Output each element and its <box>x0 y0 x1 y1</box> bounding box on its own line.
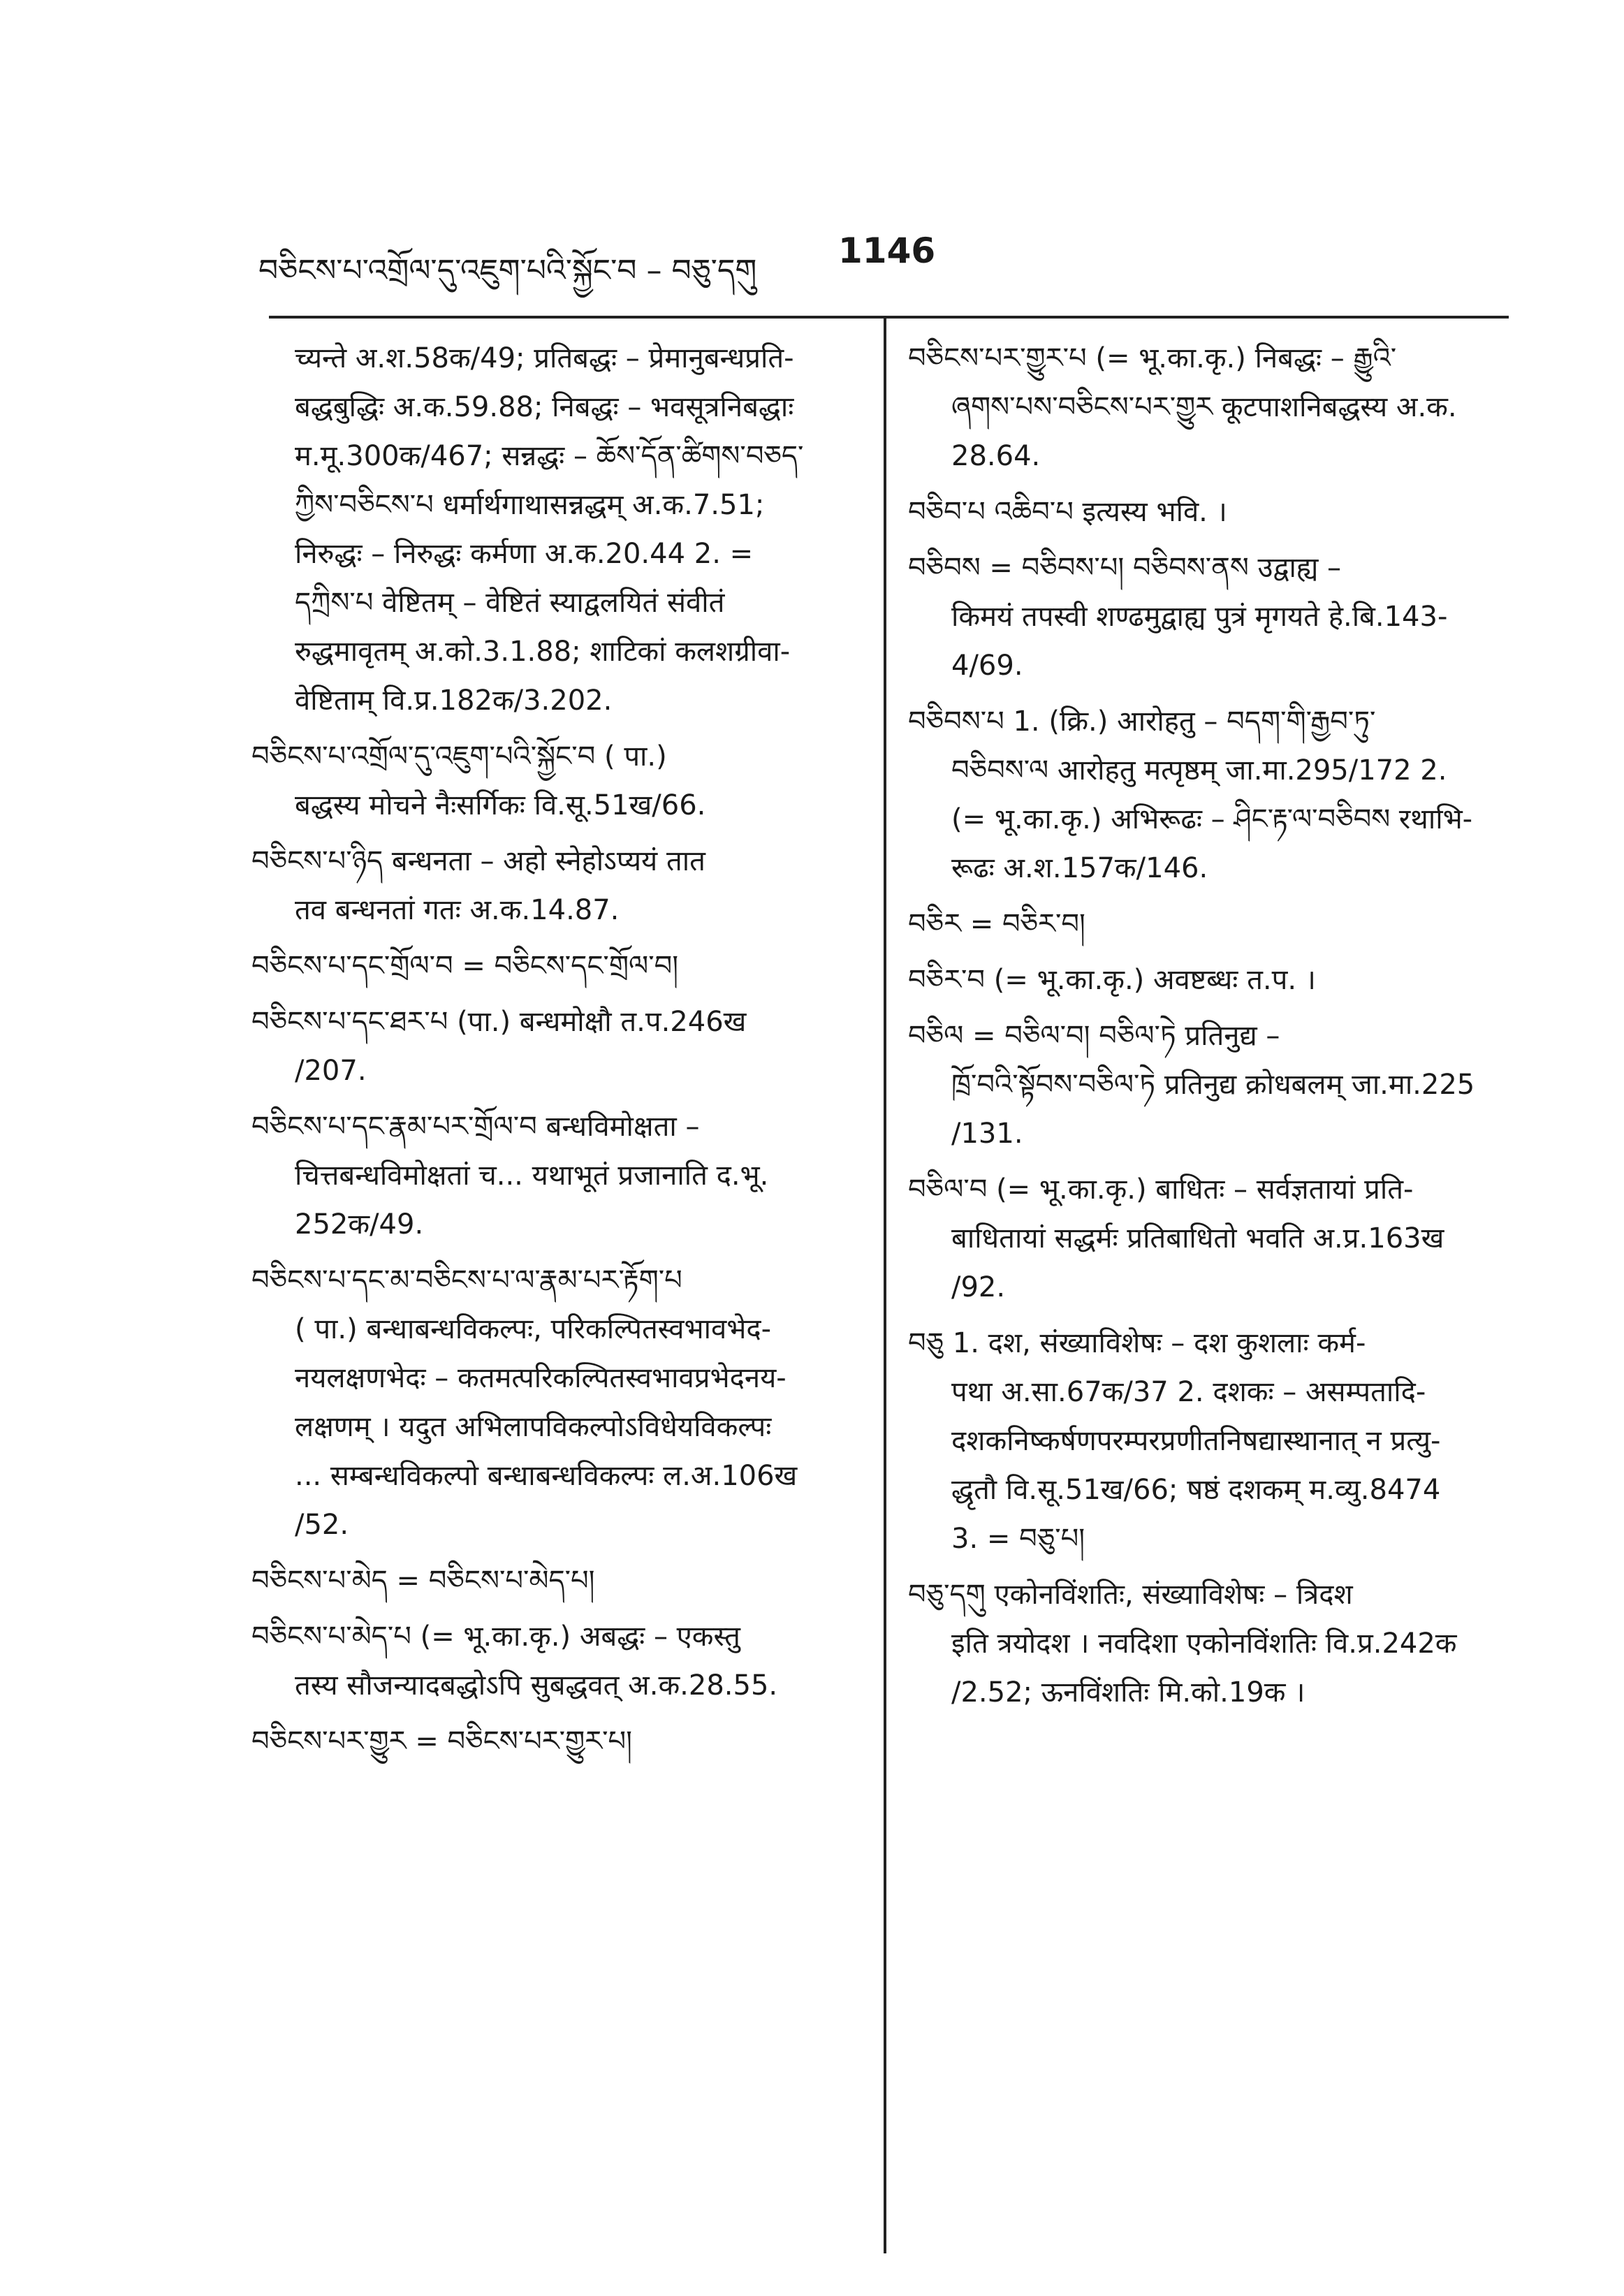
dictionary-entry <box>908 900 1509 949</box>
entry-line: नयलक्षणभेदः – कतमत्परिकल्पितस्वभावप्रभेदनय- <box>295 1362 787 1394</box>
entry-headline: བཅུ་དགུ एकोनविंशतिः, संख्याविशेषः – त्रिदश <box>908 1579 1353 1611</box>
entry-headline: བཅུ 1. दश, संख्याविशेषः – दश कुशलाः कर्म- <box>908 1327 1366 1359</box>
entry-line: ... सम्बन्धविकल्पो बन्धाबन्धविकल्पः ल.अ.106ख <box>295 1460 798 1492</box>
entry-line: དཀྲིས་པ वेष्टितम् – वेष्टितं स्याद्वलयितं संवीतं <box>295 587 725 619</box>
dictionary-entry <box>908 1165 1509 1312</box>
entry-line: म.मू.300क/467; सन्नद्धः – ཆོས་དོན་ཚིགས་བཅད་ <box>295 440 804 472</box>
entry-line: /207. <box>295 1055 367 1087</box>
entry-headline: བཅིངས་པར་གྱུར = བཅིངས་པར་གྱུར་པ། <box>251 1725 633 1757</box>
column-divider <box>884 319 886 2253</box>
entry-line: बद्धस्य मोचने नैःसर्गिकः वि.सू.51ख/66. <box>295 789 706 821</box>
dictionary-entry <box>251 1612 859 1710</box>
entry-line: /2.52; ऊनविंशतिः मि.को.19क । <box>951 1676 1305 1709</box>
dictionary-entry <box>251 942 859 990</box>
entry-headline: བཅིལ་བ (= भू.का.कृ.) बाधितः – सर्वज्ञतायां प्रति- <box>908 1173 1414 1206</box>
entry-line: བཅིབས་ལ आरोहतु मत्पृष्ठम् जा.मा.295/172 2. <box>951 754 1447 787</box>
dictionary-entry <box>908 334 1509 481</box>
entry-headline: བཅིངས་པ་དང་གྲོལ་བ = བཅིངས་དང་གྲོལ་བ། <box>251 950 679 982</box>
dictionary-entry <box>251 1717 859 1766</box>
right-column <box>908 334 1509 1724</box>
entry-line: पथा अ.सा.67क/37 2. दशकः – असम्पतादि- <box>951 1376 1426 1408</box>
dictionary-entry <box>251 1556 859 1605</box>
entry-line: ཀྱིས་བཅིངས་པ धर्मार्थगाथासन्नद्धम् अ.क.7.51; <box>295 489 765 521</box>
dictionary-entry <box>251 1256 859 1549</box>
entry-line: बद्धबुद्धिः अ.क.59.88; निबद्धः – भवसूत्रनिबद्धाः <box>295 391 794 423</box>
dictionary-entry <box>251 1102 859 1249</box>
entry-headline: བཅིངས་པ་དང་རྣམ་པར་གྲོལ་བ बन्धविमोक्षता – <box>251 1111 700 1143</box>
entry-line: तव बन्धनतां गतः अ.क.14.87. <box>295 894 620 926</box>
entry-line: 28.64. <box>951 440 1041 472</box>
entry-headline: བཅིངས་པ་དང་ཐར་པ (पा.) बन्धमोक्षौ त.प.246ख <box>251 1006 747 1038</box>
dictionary-entry <box>908 488 1509 536</box>
dictionary-entry <box>908 697 1509 893</box>
entry-line: वेष्टिताम् वि.प्र.182क/3.202. <box>295 685 613 717</box>
entry-headline: བཅིངས་པ་མེད = བཅིངས་པ་མེད་པ། <box>251 1565 595 1597</box>
entry-line: निरुद्धः – निरुद्धः कर्मणा अ.क.20.44 2. = <box>295 538 754 570</box>
entry-headline: च्यन्ते अ.श.58क/49; प्रतिबद्धः – प्रेमानुबन्धप्रति- <box>295 342 794 374</box>
entry-headline: བཅིབས་པ 1. (क्रि.) आरोहतु – བདག་གི་རྒྱབ་ཏུ་ <box>908 705 1376 738</box>
entry-headline: བཅིབ་པ འཆིབ་པ इत्यस्य भवि. । <box>908 496 1227 528</box>
dictionary-entry <box>251 837 859 935</box>
entry-headline: བཅིངས་པ་དང་མ་བཅིངས་པ་ལ་རྣམ་པར་རྟོག་པ <box>251 1264 682 1296</box>
entry-line: ཁྲོ་བའི་སྟོབས་བཅིལ་ཏེ प्रतिनुद्य क्रोधबलम् जा.मा.225 <box>951 1069 1475 1101</box>
entry-line: 4/69. <box>951 650 1023 682</box>
entry-headline: བཅིངས་པ་ཉིད बन्धनता – अहो स्नेहोऽप्ययं तात <box>251 845 705 877</box>
entry-line: किमयं तपस्वी शण्ढमुद्वाह्य पुत्रं मृगयते हे.बि.143- <box>951 601 1448 633</box>
dictionary-entry <box>908 1011 1509 1158</box>
entry-line: चित्तबन्धविमोक्षतां च... यथाभूतं प्रजानाति द.भू. <box>295 1160 769 1192</box>
entry-headline: བཅིལ = བཅིལ་བ། བཅིལ་ཏེ प्रतिनुद्य – <box>908 1020 1280 1052</box>
entry-headline: བཅིངས་པ་འགྲོལ་དུ་འཇུག་པའི་སྐྱོང་བ ( पा.) <box>251 740 667 773</box>
header-rule <box>269 316 1509 319</box>
entry-headline: བཅིར = བཅིར་བ། <box>908 908 1085 940</box>
entry-headline: བཅིངས་པ་མེད་པ (= भू.का.कृ.) अबद्धः – एकस्तु <box>251 1621 740 1653</box>
entry-line: /92. <box>951 1271 1006 1303</box>
entry-line: लक्षणम् । यदुत अभिलापविकल्पोऽविधेयविकल्पः <box>295 1411 772 1443</box>
page-number: 1146 <box>838 231 936 271</box>
entry-line: ཞགས་པས་བཅིངས་པར་གྱུར कूटपाशनिबद्धस्य अ.क. <box>951 391 1457 423</box>
entry-headline: བཅིངས་པར་གྱུར་པ (= भू.का.कृ.) निबद्धः – རྒྱུའི་ <box>908 342 1397 374</box>
entry-line: (= भू.का.कृ.) अभिरूढः – ཤིང་རྟ་ལ་བཅིབས रथाभि- <box>951 803 1473 835</box>
dictionary-entry <box>908 956 1509 1004</box>
entry-line: तस्य सौजन्यादबद्धोऽपि सुबद्धवत् अ.क.28.55. <box>295 1669 778 1702</box>
entry-line: 252क/49. <box>295 1208 424 1241</box>
entry-line: ( पा.) बन्धाबन्धविकल्पः, परिकल्पितस्वभावभेद- <box>295 1313 772 1345</box>
dictionary-entry <box>251 997 859 1095</box>
entry-line: रुद्धमावृतम् अ.को.3.1.88; शाटिकां कलशग्रीवा- <box>295 636 791 668</box>
entry-line: 3. = བཅུ་པ། <box>951 1523 1085 1555</box>
dictionary-entry <box>908 543 1509 690</box>
running-header <box>258 231 1516 286</box>
entry-headline: བཅིར་བ (= भू.का.कृ.) अवष्टब्धः त.प. । <box>908 964 1316 996</box>
entry-line: द्धृतौ वि.सू.51ख/66; षष्ठं दशकम् म.व्यु.8474 <box>951 1474 1441 1506</box>
dictionary-entry <box>251 732 859 830</box>
entry-line: इति त्रयोदश । नवदिशा एकोनविंशतिः वि.प्र.242क <box>951 1628 1457 1660</box>
entry-line: बाधितायां सद्धर्मः प्रतिबाधितो भवति अ.प्र.163ख <box>951 1222 1444 1255</box>
entry-line: /131. <box>951 1118 1023 1150</box>
dictionary-entry <box>251 334 859 725</box>
guide-words: བཅིངས་པ་འགྲོལ་དུ་འཇུག་པའི་སྐྱོང་བ – བཅུ་དགུ <box>258 253 757 288</box>
entry-line: रूढः अ.श.157क/146. <box>951 852 1208 884</box>
dictionary-entry <box>908 1319 1509 1563</box>
entry-line: दशकनिष्कर्षणपरम्परप्रणीतनिषद्यास्थानात् न प्रत्यु- <box>951 1425 1441 1457</box>
dictionary-entry <box>908 1570 1509 1717</box>
entry-headline: བཅིབས = བཅིབས་པ། བཅིབས་ནས उद्वाह्य – <box>908 552 1342 584</box>
left-column <box>251 334 859 1773</box>
entry-line: /52. <box>295 1509 349 1541</box>
